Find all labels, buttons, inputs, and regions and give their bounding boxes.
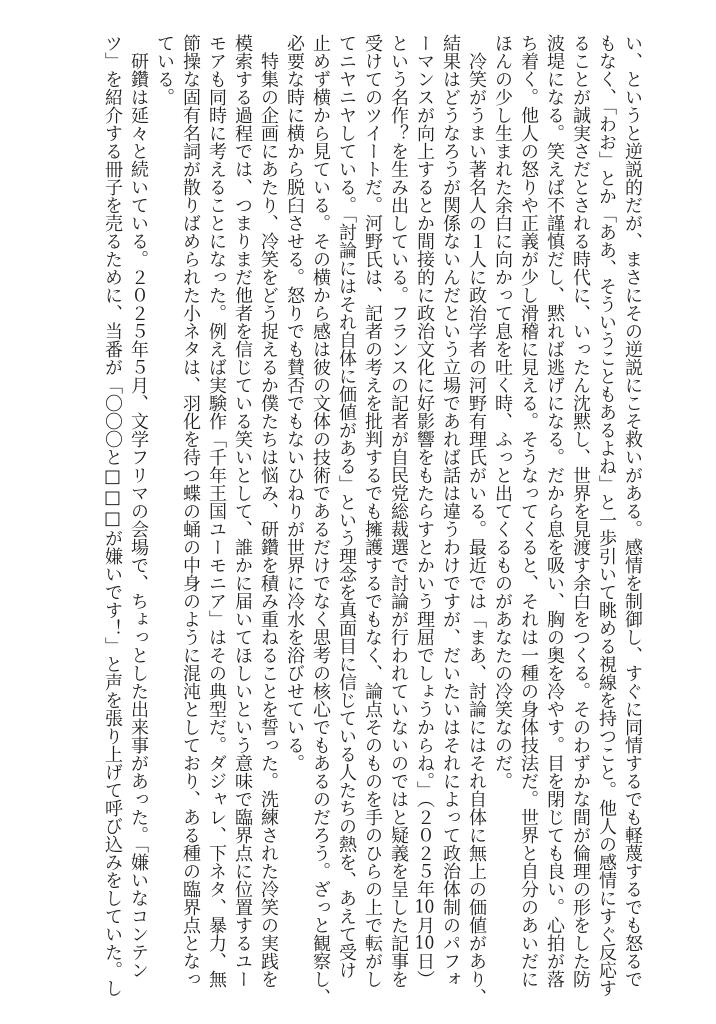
text-column: 研鑽は延々と続いている。２０２５年５月、文学フリマの会場で、ちょっとした出来事があった。「嫌いなコンテン — [128, 34, 149, 979]
text-column: 必要な時に横から脱臼させる。怒りでも賛否でもないひねりが世界に冷水を浴びせている。 — [284, 34, 305, 772]
text-column: 節操な固有名詞が散りばめられた小ネタは、羽化を待つ蝶の蛹の中身のように混沌としており、ある種の臨界点となっ — [180, 34, 201, 988]
text-column: 冷笑がうまい著名人の１人に政治学者の河野有理氏がいる。最近では「まあ、討論にはそれ自体に無上の価値があり、 — [466, 34, 487, 1006]
text-column: という名作？を生み出している。フランスの記者が自民党総裁選で討論が行われていないのではと疑義を呈した記事を — [388, 34, 409, 988]
text-segment: ーマンスが向上するとか間接的に政治文化に好影響をもたらすとかいう理屈でしょうからね。」（２０２５年 — [414, 34, 435, 898]
text-column: 結果はどうなろうが関係ないんだという立場であれば話は違うわけですが、だいたいはそれによって政治体制のパフォ — [440, 34, 461, 988]
text-column: 波堤になる。笑えば不謹慎だし、黙れば逃げになる。だから息を吸い、胸の奥を冷やす。目を閉じても良い。心拍が落 — [544, 34, 565, 988]
date-day-number: 10 — [414, 934, 435, 952]
text-column: い、というと逆説的だが、まさにその逆説にこそ救いがある。感情を制御し、すぐに同情するでも軽蔑するでも怒るで — [622, 34, 643, 988]
text-segment: 月 — [414, 916, 435, 934]
text-column: 模索する過程では、つまりまだ他者を信じている笑いとして、誰かに届いてほしいという意味で臨界点に位置するユー — [232, 34, 253, 988]
text-column — [411, 34, 437, 1009]
text-column: 特集の企画にあたり、冷笑をどう捉えるか僕たちは悩み、研鑽を積み重ねることを誓った。洗練された冷笑の実践を — [258, 34, 279, 988]
date-day-number: 10 — [414, 898, 435, 916]
text-column: てニヤニヤしている。「討論にはそれ自体に価値がある」という理念を真面目に信じている人たちの熱を、あえて受け — [336, 34, 357, 979]
text-segment: 日） — [414, 952, 435, 988]
text-column: ている。 — [154, 34, 175, 106]
text-column: モアも同時に考えることになった。例えば実験作「千年王国ユーモニア」はその典型だ。ダジャレ、下ネタ、暴力、無 — [206, 34, 227, 988]
text-column: ち着く。他人の怒りや正義が少し滑稽に見える。そうなってくると、それは一種の身体技法だ。世界と自分のあいだに — [518, 34, 539, 988]
text-column: ほんの少し生まれた余白に向かって息を吐く時、ふっと出てくるものがあなたの冷笑なのだ。 — [492, 34, 513, 790]
text-column: ることが誠実さだとされる時代に、いったん沈黙し、世界を見渡す余白をつくる。そのわずかな間が倫理の形をした防 — [570, 34, 591, 988]
text-column: ツ」を紹介する冊子を売るために、当番が「〇〇〇と□□□が嫌いです！」と声を張り上げて呼び込みをしていた。し — [102, 34, 123, 997]
vertical-text-body — [99, 34, 645, 1009]
text-column: もなく、「わお」とか「ああ、そういうこともあるよね」と一歩引いて眺める視線を持つこと。他人の感情にすぐ反応す — [596, 34, 617, 997]
text-column: 受けてのツイートだ。河野氏は、記者の考えを批判するでも擁護するでもなく、論点そのものを手のひらの上で転がし — [362, 34, 383, 988]
text-column: 止めず横から見ている。その横から感は彼の文体の技術であるだけでなく思考の核心でもあるのだろう。ざっと観察し、 — [310, 34, 331, 1006]
